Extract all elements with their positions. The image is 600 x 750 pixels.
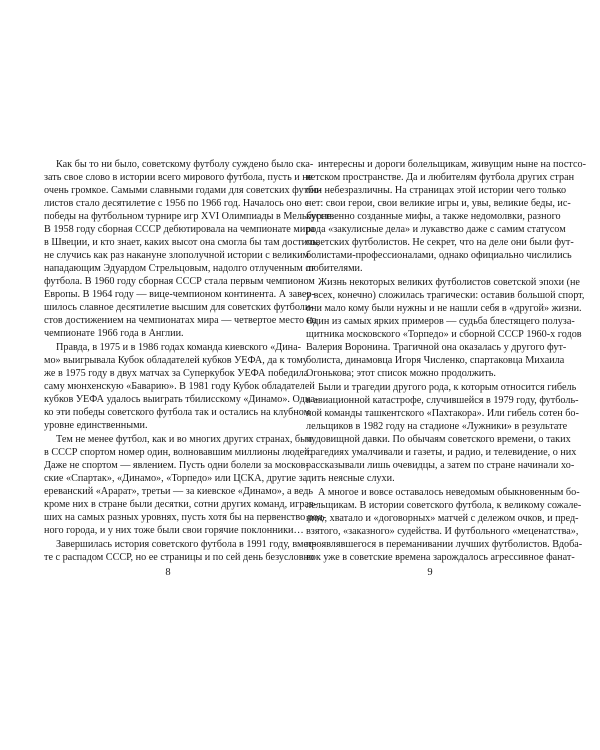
paragraph [306, 381, 579, 485]
paragraph [306, 486, 583, 564]
text-line: дить неясные слухи. [306, 473, 395, 484]
text-line: Тем не менее футбол, как и во многих других странах, был [56, 434, 313, 445]
text-line: листов стало десятилетие с 1956 по 1966 год. Началось оно с [44, 198, 309, 209]
text-line: Завершилась история советского футбола в 1991 году, вмес- [56, 539, 317, 550]
text-line: ного города, и у них тоже были свои горячие поклонники… [44, 525, 304, 536]
text-line: советских футболистов. Не секрет, что на деле они были фут- [306, 237, 574, 248]
text-line: Жизнь некоторых великих футболистов советской эпохи (не [318, 277, 580, 288]
paragraph [306, 276, 585, 380]
text-line: нию, хватало и «договорных» матчей с дележом очков, и пред- [306, 513, 579, 524]
text-line: щитника московского «Торпедо» и сборной СССР 1960-х годов [306, 329, 582, 340]
text-line: вок уже в советские времена зарождалось агрессивное фанат- [306, 552, 575, 563]
text-line: Один из самых ярких примеров — судьба блестящего полуза- [306, 316, 575, 327]
text-line: любителями. [306, 263, 363, 274]
text-line: проявлявшегося в переманивании лучших футболистов. Вдоба- [306, 539, 583, 550]
text-line: кроме них в стране были десятки, сотни других команд, играв- [44, 499, 318, 510]
text-line: ших на самых разных уровнях, пусть хотя бы на первенство род- [44, 512, 327, 523]
text-line: Как бы то ни было, советскому футболу суждено было ска- [56, 159, 314, 170]
text-line: в СССР спортом номер один, волновавшим миллионы людей. [44, 447, 313, 458]
text-line: они мало кому были нужны и не нашли себя в «другой» жизни. [306, 303, 582, 314]
paragraph [44, 341, 319, 432]
text-line: А многое и вовсе оставалось неведомым обыкновенным бо- [318, 487, 580, 498]
text-line: рода «закулисные дела» и лукавство даже с самим статусом [306, 224, 566, 235]
right-page-number: 9 [427, 567, 433, 578]
text-line: ко эти победы советского футбола так и остались на клубном [44, 407, 311, 418]
text-line: шилось славное десятилетие высшим для советских футболи- [44, 302, 314, 313]
text-line: те с распадом СССР, но ее страницы и по сей день безусловно [44, 552, 315, 563]
text-line: нет: свои герои, свои великие игры и, увы, великие беды, ис- [306, 198, 571, 209]
text-line: стов достижением на чемпионатах мира — четвертое место на [44, 315, 317, 326]
text-line: Европы. В 1964 году — вице-чемпионом континента. А завер- [44, 289, 315, 300]
text-line: Даже не спортом — явлением. Пусть одни болели за москов- [44, 460, 309, 471]
text-line: лельщикам. В истории советского футбола, к великому сожале- [306, 500, 582, 511]
text-line: чемпионате 1966 года в Англии. [44, 328, 184, 339]
left-page-number: 8 [165, 567, 171, 578]
text-line: лельщиков в 1982 году на стадионе «Лужники» в результате [306, 421, 568, 432]
text-line: кубков УЕФА удалось выиграть тбилисскому «Динамо». Одна- [44, 394, 319, 405]
paragraph [306, 158, 586, 275]
text-line: нападающим Эдуардом Стрельцовым, надолго отлученным от [44, 263, 315, 274]
text-line: зать свое слово в истории всего мирового футбола, пусть и не [44, 172, 313, 183]
text-line: В 1958 году сборная СССР дебютировала на чемпионате мира [44, 224, 315, 235]
right-page-text [306, 158, 586, 564]
text-line: не случись как раз накануне злополучной истории с великим [44, 250, 309, 261]
text-line: Огонькова; этот список можно продолжить. [306, 368, 496, 379]
text-line: победы на футбольном турнире игр XVI Олимпиады в Мельбурне. [44, 211, 335, 222]
text-line: ереванский «Арарат», третьи — за киевское «Динамо», а ведь [44, 486, 314, 497]
text-line: мо» выигрывала Кубок обладателей кубков УЕФА, да к тому [44, 355, 308, 366]
text-line: же в 1975 году в двух матчах за Суперкубок УЕФА победила [44, 368, 309, 379]
text-line: взятого, «заказного» судейства. И футбольного «меценатства», [306, 526, 579, 537]
text-line: кусственно созданные мифы, а также недомолвки, разного [306, 211, 561, 222]
text-line: болистами-профессионалами, однако официально числились [306, 250, 572, 261]
text-line: ские «Спартак», «Динамо», «Торпедо» или ЦСКА, другие за [44, 473, 308, 484]
text-line: ной команды ташкентского «Пахтакора». Или гибель сотен бо- [306, 408, 579, 419]
text-line: в авиационной катастрофе, случившейся в 1979 году, футболь- [306, 395, 579, 406]
text-line: Валерия Воронина. Трагичной она оказалась у другого фут- [306, 342, 567, 353]
text-line: интересны и дороги болельщикам, живущим ныне на постсо- [318, 159, 586, 170]
text-line: саму мюнхенскую «Баварию». В 1981 году Кубок обладателей [44, 381, 315, 392]
text-line: болиста, динамовца Игоря Численко, спартаковца Михаила [306, 355, 565, 366]
text-line: ветском пространстве. Да и любителям футбола других стран [306, 172, 575, 183]
paragraph [44, 538, 317, 564]
text-line: в Швеции, и кто знает, каких высот она смогла бы там достичь, [44, 237, 320, 248]
text-line: трагедиях умалчивали и газеты, и радио, и телевидение, о них [306, 447, 577, 458]
text-line: уровне единственными. [44, 420, 148, 431]
text-line: Были и трагедии другого рода, к которым относится гибель [318, 382, 577, 393]
paragraph [44, 433, 327, 537]
text-line: очень громкое. Самыми славными годами для советских футбо- [44, 185, 322, 196]
text-line: рассказывали лишь очевидцы, а затем по стране начинали хо- [306, 460, 575, 471]
text-line: они небезразличны. На страницах этой истории чего только [306, 185, 567, 196]
text-line: Правда, в 1975 и в 1986 годах команда киевского «Дина- [56, 342, 302, 353]
text-line: футбола. В 1960 году сборная СССР стала первым чемпионом [44, 276, 315, 287]
text-line: у всех, конечно) сложилась трагически: оставив большой спорт, [306, 290, 585, 301]
text-line: чудовищной давки. По обычаям советского времени, о таких [306, 434, 571, 445]
